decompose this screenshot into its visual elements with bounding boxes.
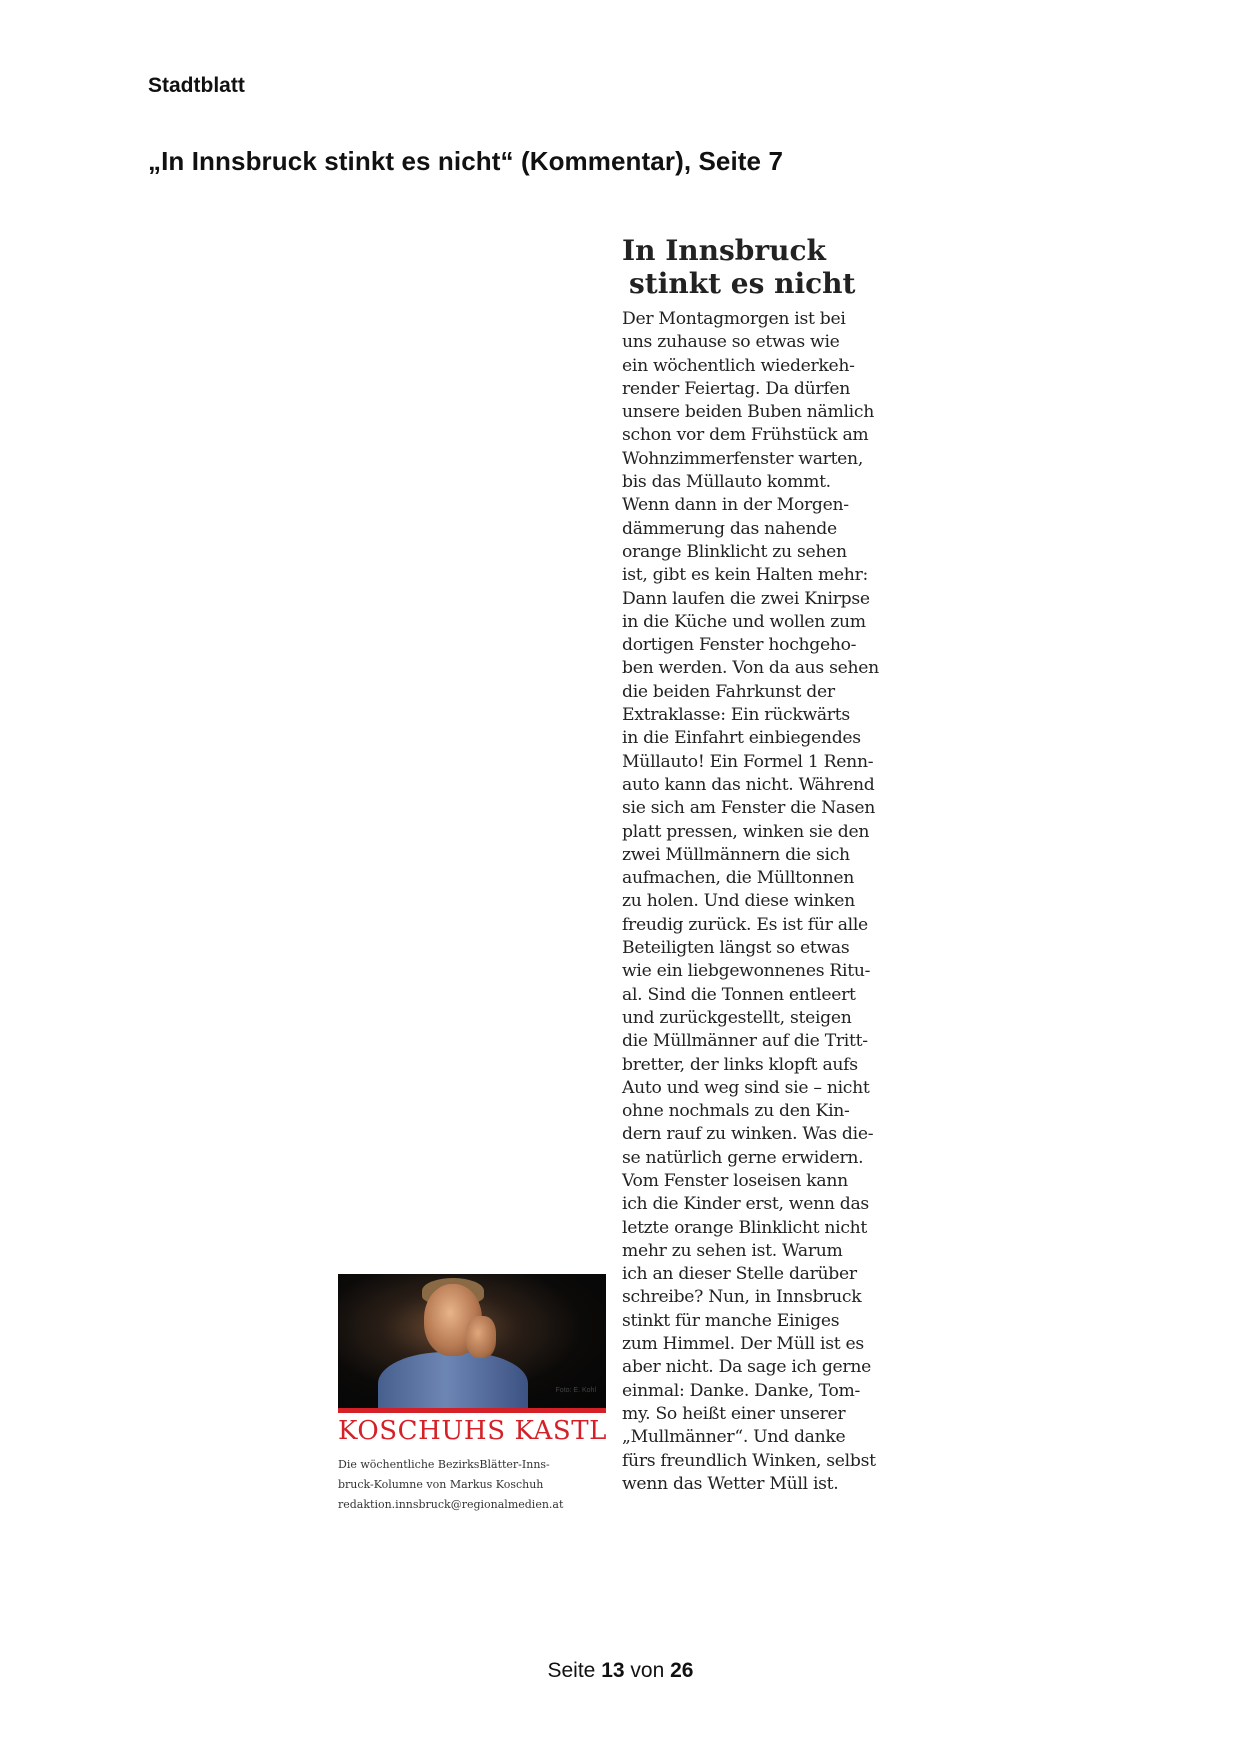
article-body-line: stinkt für manche Einiges xyxy=(622,1310,840,1331)
article-body-line: Vom Fenster loseisen kann xyxy=(622,1170,848,1191)
source-label: Stadtblatt xyxy=(148,74,245,97)
article-body-line: fürs freundlich Winken, selbst xyxy=(622,1450,876,1471)
article-body-line: und zurückgestellt, steigen xyxy=(622,1007,852,1028)
article-body-line: zu holen. Und diese winken xyxy=(622,891,855,912)
article-body xyxy=(622,308,914,1496)
article-body-line: my. So heißt einer unserer xyxy=(622,1403,846,1424)
article-body-line: die beiden Fahrkunst der xyxy=(622,681,835,702)
article-body-line: die Müllmänner auf die Tritt- xyxy=(622,1031,868,1052)
article-body-line: bretter, der links klopft aufs xyxy=(622,1054,858,1075)
footer-page-number: 13 xyxy=(601,1659,625,1682)
article-body-line: ich an dieser Stelle darüber xyxy=(622,1264,857,1285)
footer-middle: von xyxy=(630,1659,665,1682)
article-body-line: se natürlich gerne erwidern. xyxy=(622,1147,864,1168)
article-body-line: ben werden. Von da aus sehen xyxy=(622,658,879,679)
column-description xyxy=(338,1455,608,1515)
footer-total-pages: 26 xyxy=(670,1659,694,1682)
article-body-line: Der Montagmorgen ist bei xyxy=(622,309,846,329)
article-body-line: schon vor dem Frühstück am xyxy=(622,425,869,446)
article-body-line: wenn das Wetter Müll ist. xyxy=(622,1473,839,1494)
article-body-line: ohne nochmals zu den Kin- xyxy=(622,1101,850,1122)
article-body-line: uns zuhause so etwas wie xyxy=(622,332,840,353)
article-body-line: bis das Müllauto kommt. xyxy=(622,472,831,493)
article-body-line: freudig zurück. Es ist für alle xyxy=(622,914,868,935)
photo-credit: Foto: E. Kohl xyxy=(555,1387,596,1394)
footer-prefix: Seite xyxy=(547,1659,596,1682)
document-title: „In Innsbruck stinkt es nicht“ (Kommentar), Seite 7 xyxy=(148,146,784,176)
article-body-line: dortigen Fenster hochgeho- xyxy=(622,635,857,656)
red-divider xyxy=(338,1408,606,1413)
article-body-line: in die Küche und wollen zum xyxy=(622,611,866,632)
article-body-line: orange Blinklicht zu sehen xyxy=(622,541,847,562)
article-body-line: ist, gibt es kein Halten mehr: xyxy=(622,565,868,586)
article-body-line: sie sich am Fenster die Nasen xyxy=(622,798,876,819)
article-body-line: einmal: Danke. Danke, Tom- xyxy=(622,1380,861,1401)
article-body-line: platt pressen, winken sie den xyxy=(622,821,870,842)
article-body-line: wie ein liebgewonnenes Ritu- xyxy=(622,961,871,982)
column-desc-line: Die wöchentliche BezirksBlätter-Inns- xyxy=(338,1458,550,1471)
article-body-line: render Feiertag. Da dürfen xyxy=(622,378,851,399)
article-body-line: Dann laufen die zwei Knirpse xyxy=(622,588,870,609)
page-footer xyxy=(0,1659,1241,1683)
article-body-line: aber nicht. Da sage ich gerne xyxy=(622,1357,871,1378)
article-body-line: Müllauto! Ein Formel 1 Renn- xyxy=(622,751,874,772)
article-body-line: aufmachen, die Mülltonnen xyxy=(622,868,855,889)
headline-line: In Innsbruck xyxy=(622,234,826,267)
article-body-line: al. Sind die Tonnen entleert xyxy=(622,984,856,1005)
article-body-line: zum Himmel. Der Müll ist es xyxy=(622,1334,864,1355)
article-body-line: schreibe? Nun, in Innsbruck xyxy=(622,1287,862,1308)
article-body-line: Beteiligten längst so etwas xyxy=(622,938,850,959)
article-body-line: Extraklasse: Ein rückwärts xyxy=(622,705,850,726)
article-body-line: dämmerung das nahende xyxy=(622,518,837,539)
article-body-line: „Mullmänner“. Und danke xyxy=(622,1427,846,1448)
article-body-line: Wenn dann in der Morgen- xyxy=(622,495,849,516)
article-body-line: ich die Kinder erst, wenn das xyxy=(622,1194,869,1215)
newspaper-clipping xyxy=(338,228,913,1518)
article-body-line: Wohnzimmerfenster warten, xyxy=(622,448,863,469)
article-body-line: Auto und weg sind sie – nicht xyxy=(622,1077,870,1098)
headline-line: stinkt es nicht xyxy=(629,267,856,300)
article-body-line: in die Einfahrt einbiegendes xyxy=(622,728,861,749)
article-body-line: zwei Müllmännern die sich xyxy=(622,844,850,865)
article-body-line: unsere beiden Buben nämlich xyxy=(622,402,874,423)
article-body-line: dern rauf zu winken. Was die- xyxy=(622,1124,874,1145)
article-headline xyxy=(622,234,912,300)
article-body-line: letzte orange Blinklicht nicht xyxy=(622,1217,868,1238)
column-desc-line: bruck-Kolumne von Markus Koschuh xyxy=(338,1478,544,1491)
column-email: redaktion.innsbruck@regionalmedien.at xyxy=(338,1498,564,1511)
article-body-line: mehr zu sehen ist. Warum xyxy=(622,1240,843,1261)
article-body-line: auto kann das nicht. Während xyxy=(622,774,875,795)
author-photo xyxy=(338,1274,606,1408)
column-name: KOSCHUHS KASTL xyxy=(338,1416,608,1446)
article-body-line: ein wöchentlich wiederkeh- xyxy=(622,355,855,376)
